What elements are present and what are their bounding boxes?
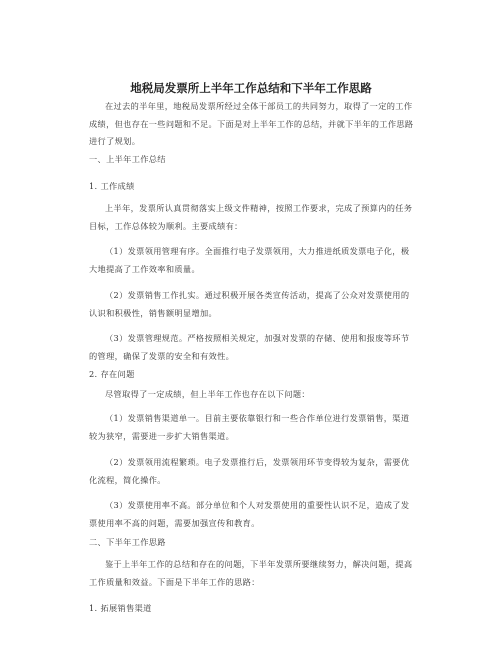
- section-heading-2: 二、下半年工作思路: [89, 537, 166, 547]
- subheading-expand-channels: 1. 拓展销售渠道: [89, 603, 152, 613]
- problem-item-3: （3）发票使用率不高。部分单位和个人对发票使用的重要性认识不足，造成了发票使用率不高的问题，需要加强宣传和教育。: [89, 500, 410, 528]
- document-title: 地税局发票所上半年工作总结和下半年工作思路: [130, 81, 372, 95]
- achievements-paragraph: 上半年，发票所认真贯彻落实上级文件精神，按照工作要求，完成了预算内的任务目标，工作总体较为顺利。主要成绩有：: [89, 203, 413, 231]
- problem-item-2: （2）发票领用流程繁琐。电子发票推行后，发票领用环节变得较为复杂，需要优化流程，简化操作。: [89, 457, 410, 485]
- problem-item-1: （1）发票销售渠道单一。目前主要依靠银行和一些合作单位进行发票销售，渠道较为狭窄，需要进一步扩大销售渠道。: [89, 413, 410, 441]
- problems-intro: 尽管取得了一定成绩，但上半年工作也存在以下问题：: [105, 389, 310, 399]
- subheading-problems: 2. 存在问题: [89, 369, 135, 379]
- achievement-item-3: （3）发票管理规范。严格按照相关规定，加强对发票的存储、使用和报废等环节的管理，确保了发票的安全和有效性。: [89, 333, 410, 361]
- intro-paragraph: 在过去的半年里，地税局发票所经过全体干部员工的共同努力，取得了一定的工作成绩，但也存在一些问题和不足。下面是对上半年工作的总结，并就下半年的工作思路进行了规划。: [89, 101, 414, 146]
- second-half-intro: 鉴于上半年工作的总结和存在的问题，下半年发票所要继续努力，解决问题，提高工作质量和效益。下面是下半年工作的思路：: [89, 559, 413, 587]
- subheading-achievements: 1. 工作成绩: [89, 181, 135, 191]
- section-heading-1: 一、上半年工作总结: [89, 154, 166, 164]
- achievement-item-2: （2）发票销售工作扎实。通过积极开展各类宣传活动，提高了公众对发票使用的认识和积极性，销售额明显增加。: [89, 290, 410, 318]
- achievement-item-1: （1）发票领用管理有序。全面推行电子发票领用，大力推进纸质发票电子化，极大地提高了工作效率和质量。: [89, 246, 410, 274]
